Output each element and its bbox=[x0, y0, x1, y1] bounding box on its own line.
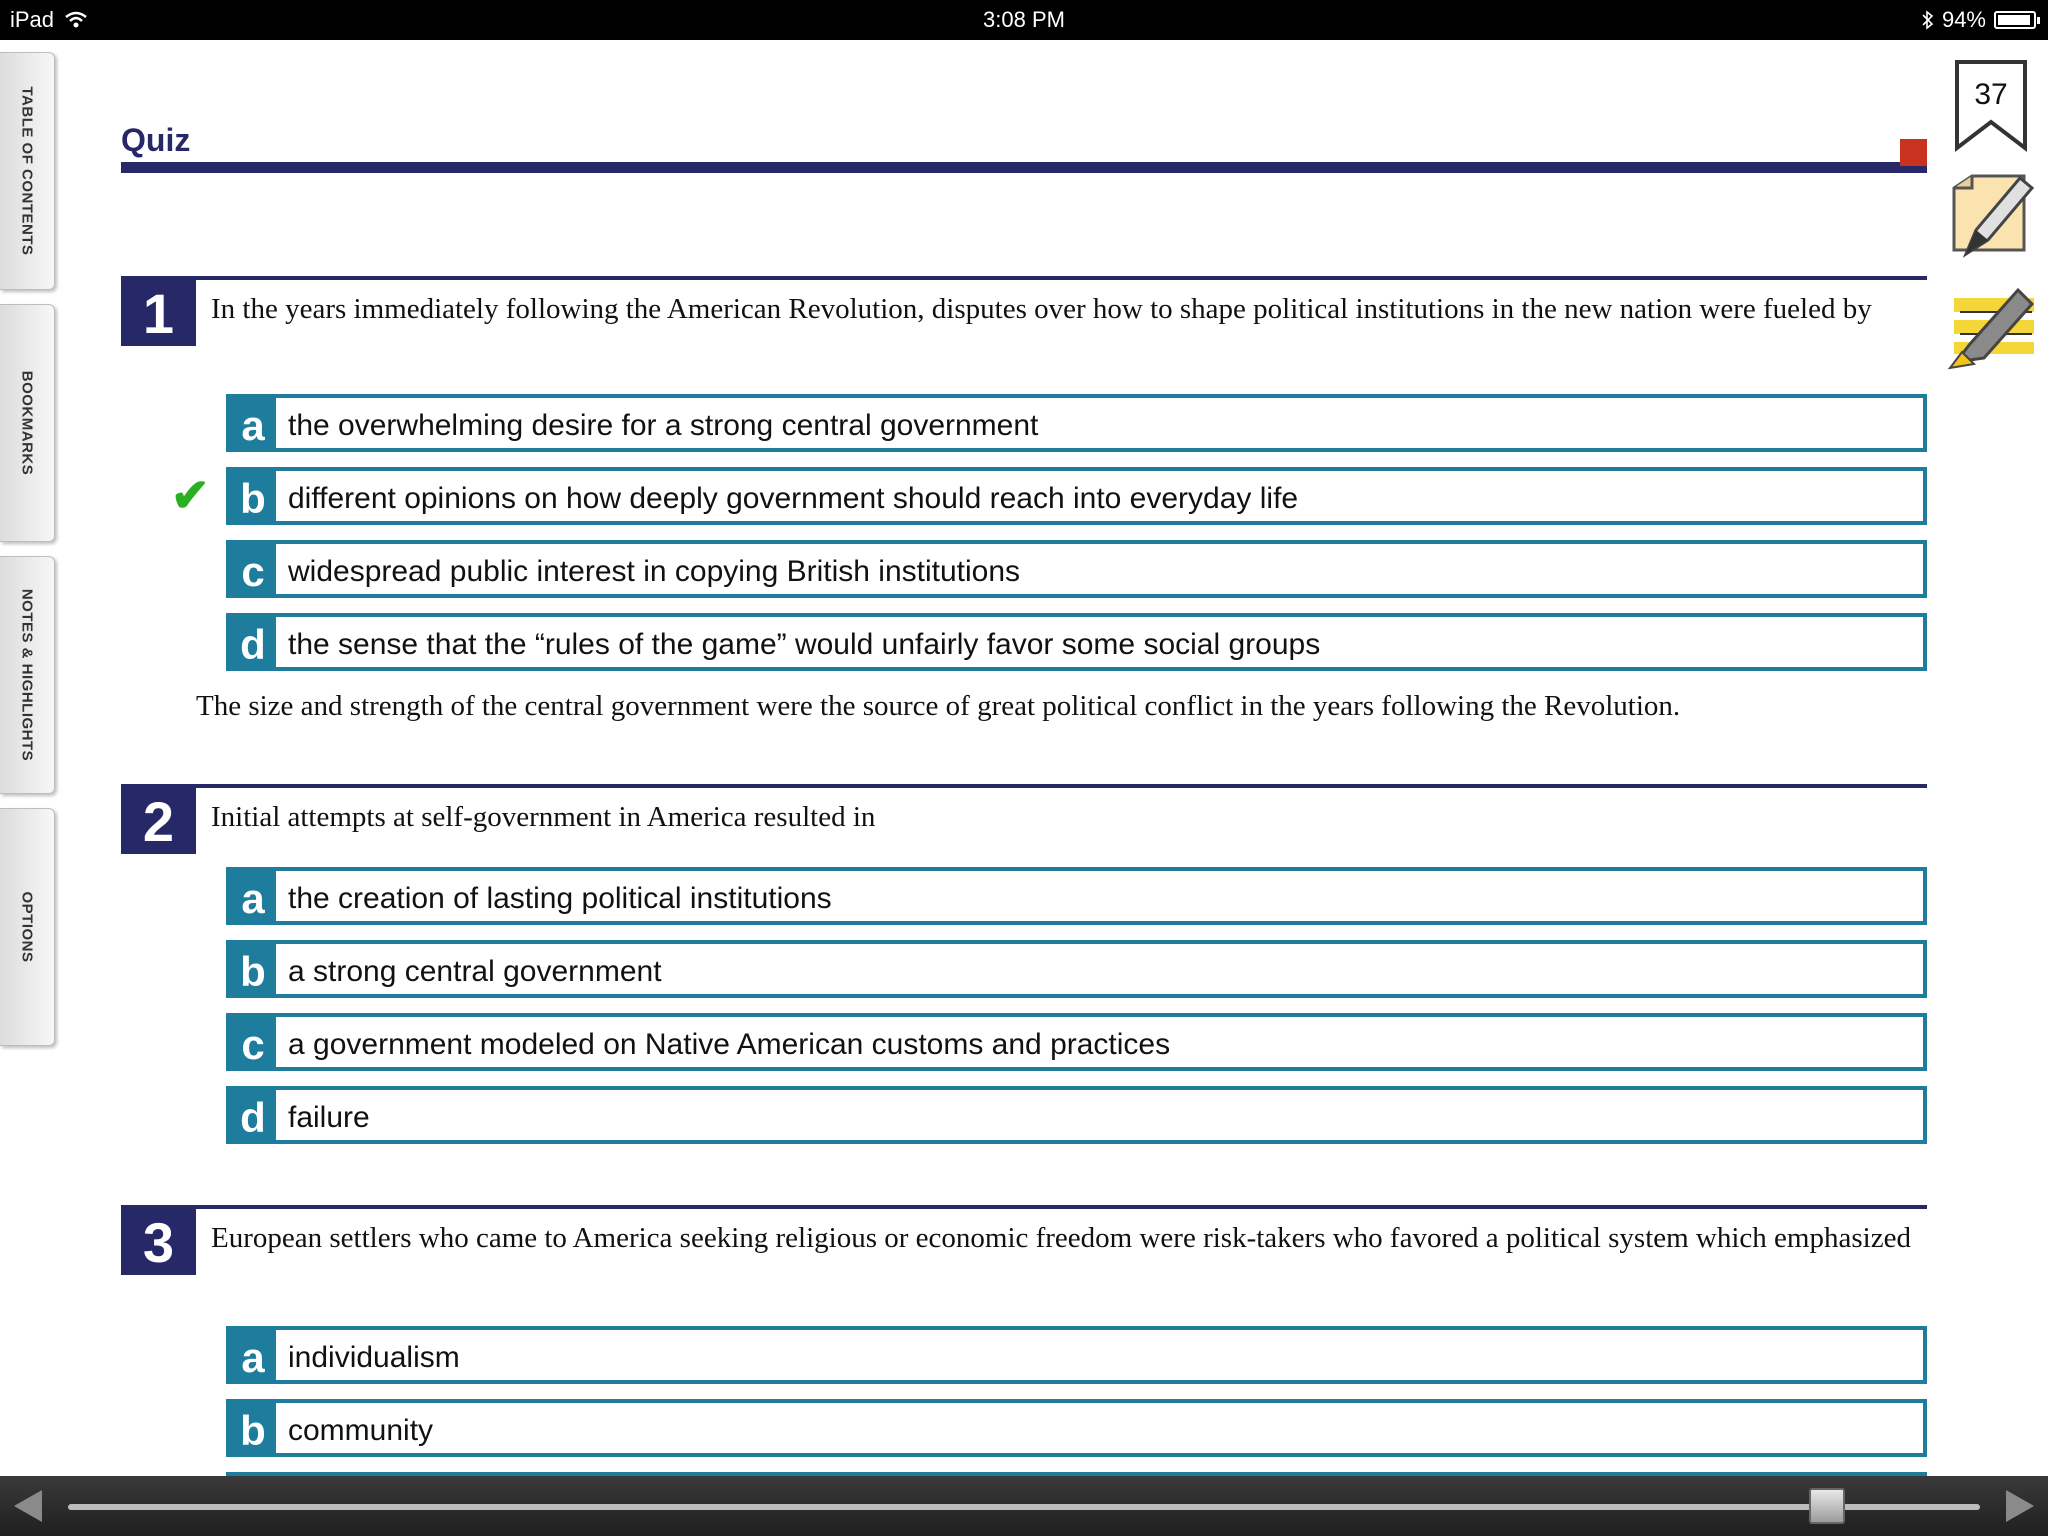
question-text: In the years immediately following the American Revolution, disputes over how to shape political institutions in the new nation were fueled by bbox=[211, 293, 1872, 325]
answer-letter: a bbox=[230, 1330, 276, 1380]
answer-text: failure bbox=[288, 1101, 370, 1134]
answer-text: the creation of lasting political institutions bbox=[288, 882, 832, 915]
answer-text: community bbox=[288, 1414, 434, 1447]
question-text: European settlers who came to America seeking religious or economic freedom were risk-takers who favored a political system which emphasized bbox=[211, 1222, 1911, 1254]
answer-feedback: The size and strength of the central government were the source of great political conflict in the years following the Revolution. bbox=[196, 690, 1681, 722]
side-tab-bar bbox=[0, 40, 58, 1476]
highlighter-icon bbox=[1946, 278, 2036, 374]
tab-bookmarks[interactable]: BOOKMARKS bbox=[0, 304, 55, 542]
answer-text: the overwhelming desire for a strong central government bbox=[288, 409, 1039, 442]
pencil-note-icon bbox=[1946, 168, 2036, 264]
answer-option-d[interactable] bbox=[226, 613, 1927, 671]
answer-letter: a bbox=[230, 871, 276, 921]
page-scrubber-thumb[interactable] bbox=[1809, 1488, 1845, 1524]
answer-option-b[interactable] bbox=[226, 467, 1927, 525]
answer-letter: a bbox=[230, 398, 276, 448]
question-divider bbox=[121, 276, 1927, 280]
answer-option-b[interactable] bbox=[226, 1399, 1927, 1457]
next-page-icon[interactable] bbox=[2006, 1490, 2034, 1522]
tab-table-of-contents[interactable]: TABLE OF CONTENTS bbox=[0, 52, 55, 290]
answer-text: different opinions on how deeply government should reach into everyday life bbox=[288, 482, 1299, 515]
battery-percent: 94% bbox=[1941, 7, 1986, 32]
title-accent-square bbox=[1900, 139, 1927, 166]
question-number: 2 bbox=[121, 788, 196, 854]
answer-text: a strong central government bbox=[288, 955, 662, 988]
question-divider bbox=[121, 784, 1927, 788]
answer-option-c[interactable] bbox=[226, 1013, 1927, 1071]
answer-option-b[interactable] bbox=[226, 940, 1927, 998]
page-title: Quiz bbox=[121, 122, 191, 158]
previous-page-icon[interactable] bbox=[14, 1490, 42, 1522]
question-number: 3 bbox=[121, 1209, 196, 1275]
page-number: 37 bbox=[1974, 78, 2008, 111]
answer-letter: c bbox=[230, 1017, 276, 1067]
status-bar bbox=[0, 0, 2048, 40]
title-divider bbox=[121, 162, 1927, 173]
answer-letter: d bbox=[230, 1090, 276, 1140]
tab-notes-highlights[interactable]: NOTES & HIGHLIGHTS bbox=[0, 556, 55, 794]
correct-check-icon: ✔ bbox=[171, 469, 210, 521]
device-name: iPad bbox=[10, 7, 55, 32]
answer-text: a government modeled on Native American customs and practices bbox=[288, 1028, 1171, 1061]
bookmark-icon bbox=[1953, 58, 2029, 154]
page-scrubber-bar bbox=[0, 1476, 2048, 1536]
answer-option-a[interactable] bbox=[226, 867, 1927, 925]
bluetooth-icon bbox=[1922, 10, 1934, 30]
answer-text: the sense that the “rules of the game” would unfairly favor some social groups bbox=[288, 628, 1321, 661]
answer-option-d[interactable] bbox=[226, 1086, 1927, 1144]
notes-button[interactable] bbox=[1946, 168, 2036, 264]
question-number: 1 bbox=[121, 280, 196, 346]
answer-text: individualism bbox=[288, 1341, 460, 1374]
answer-letter: d bbox=[230, 617, 276, 667]
answer-letter: b bbox=[230, 471, 276, 521]
answer-letter: c bbox=[230, 544, 276, 594]
page-scrubber-track[interactable] bbox=[68, 1504, 1980, 1510]
answer-text: widespread public interest in copying British institutions bbox=[288, 555, 1021, 588]
clock: 3:08 PM bbox=[983, 7, 1065, 32]
highlight-button[interactable] bbox=[1946, 278, 2036, 374]
answer-letter: b bbox=[230, 1403, 276, 1453]
answer-option-c[interactable] bbox=[226, 540, 1927, 598]
answer-option-a[interactable] bbox=[226, 394, 1927, 452]
question-divider bbox=[121, 1205, 1927, 1209]
answer-letter: b bbox=[230, 944, 276, 994]
answer-option-a[interactable] bbox=[226, 1326, 1927, 1384]
tab-options[interactable]: OPTIONS bbox=[0, 808, 55, 1046]
bookmark-page-button[interactable] bbox=[1953, 58, 2029, 154]
battery-icon bbox=[1994, 11, 2036, 29]
question-text: Initial attempts at self-government in America resulted in bbox=[211, 801, 876, 833]
